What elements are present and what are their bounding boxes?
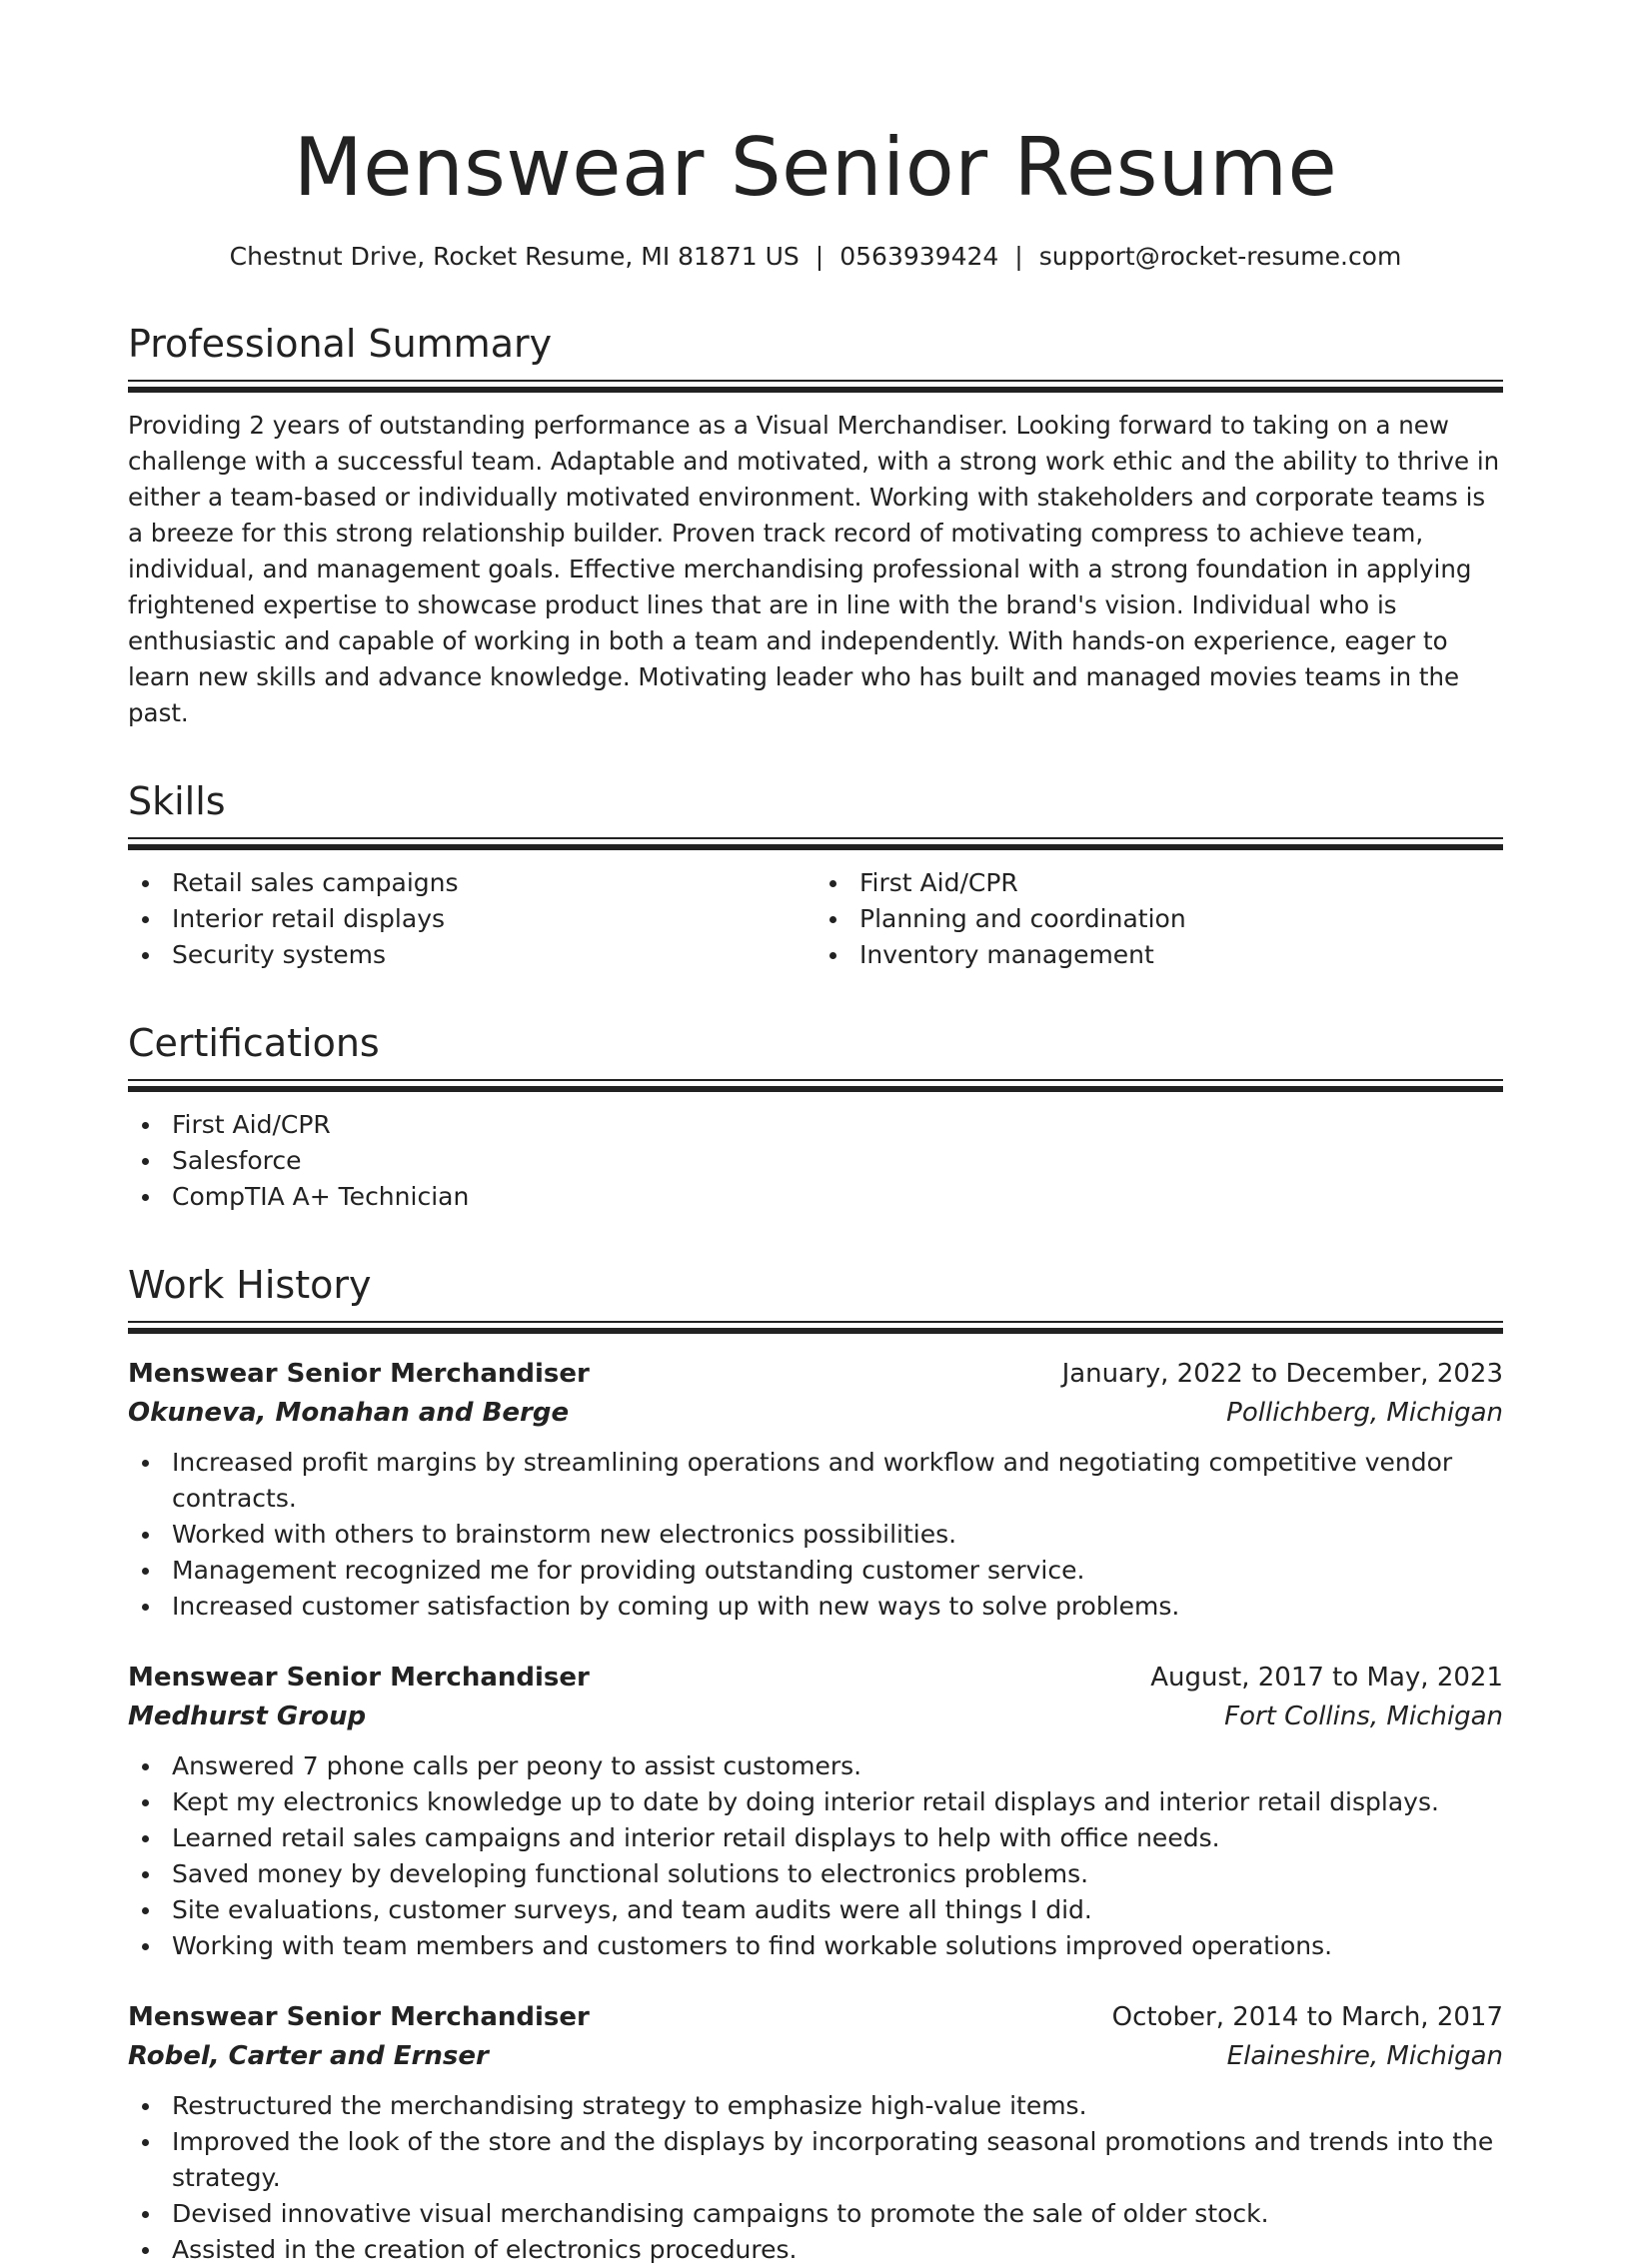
certifications-section — [128, 1019, 1503, 1215]
section-heading-skills: Skills — [128, 779, 226, 823]
job-bullet: Kept my electronics knowledge up to date by doing interior retail displays and interior retail displays. — [128, 1784, 1503, 1820]
job-bullet: Devised innovative visual merchandising campaigns to promote the sale of older stock. — [128, 2196, 1503, 2232]
job-dates: October, 2014 to March, 2017 — [1111, 2002, 1503, 2032]
job-location: Pollichberg, Michigan — [1226, 1398, 1503, 1428]
contact-separator: | — [1014, 242, 1023, 271]
section-divider — [128, 380, 1503, 394]
job-bullet: Answered 7 phone calls per peony to assist customers. — [128, 1748, 1503, 1784]
job-bullet: Working with team members and customers to find workable solutions improved operations. — [128, 1928, 1503, 1964]
contact-address: Chestnut Drive, Rocket Resume, MI 81871 US — [229, 242, 800, 271]
section-heading-work-history: Work History — [128, 1263, 372, 1307]
job-bullet: Improved the look of the store and the displays by incorporating seasonal promotions and trends into the strategy. — [128, 2124, 1503, 2196]
section-divider — [128, 1079, 1503, 1093]
summary-section — [128, 320, 1503, 731]
job-bullet: Saved money by developing functional solutions to electronics problems. — [128, 1856, 1503, 1892]
job-company: Medhurst Group — [128, 1701, 367, 1731]
skills-section — [128, 777, 1503, 973]
certification-item: First Aid/CPR — [128, 1107, 1503, 1143]
job-dates: August, 2017 to May, 2021 — [1150, 1663, 1503, 1693]
summary-text: Providing 2 years of outstanding performance as a Visual Merchandiser. Looking forward to taking on a new challenge with a successful team. Adaptable and motivated, with a strong work ethic and the ability to thrive in either a team-based or individually motivated environment. Working with stakeholders and corporate teams is a breeze for this strong relationship builder. Proven track record of motivating compress to achieve team, individual, and management goals. Effective merchandising professional with a strong foundation in applying frightened expertise to showcase product lines that are in line with the brand's vision. Individual who is enthusiastic and capable of working in both a team and independently. With hands-on experience, eager to learn new skills and advance knowledge. Motivating leader who has built and managed movies teams in the past. — [128, 411, 1500, 727]
job-bullets — [128, 2088, 1503, 2268]
section-divider — [128, 1321, 1503, 1335]
contact-email[interactable]: support@rocket-resume.com — [1038, 242, 1402, 271]
skill-item: Retail sales campaigns — [128, 865, 816, 901]
skill-item: Planning and coordination — [816, 901, 1503, 937]
section-heading-summary: Professional Summary — [128, 322, 553, 366]
job-entry — [128, 1355, 1503, 1625]
skills-grid — [128, 851, 1503, 973]
contact-phone: 0563939424 — [839, 242, 999, 271]
job-bullet: Increased profit margins by streamlining operations and workflow and negotiating competitive vendor contracts. — [128, 1445, 1503, 1517]
job-bullets — [128, 1748, 1503, 1964]
skill-item: Inventory management — [816, 937, 1503, 973]
contact-separator: | — [815, 242, 824, 271]
job-bullet: Management recognized me for providing outstanding customer service. — [128, 1553, 1503, 1589]
section-divider — [128, 837, 1503, 851]
job-bullet: Worked with others to brainstorm new electronics possibilities. — [128, 1517, 1503, 1553]
job-title: Menswear Senior Merchandiser — [128, 1359, 590, 1389]
job-location: Fort Collins, Michigan — [1224, 1701, 1503, 1731]
job-header-row — [128, 1355, 1503, 1394]
job-company-row — [128, 1698, 1503, 1736]
job-bullet: Increased customer satisfaction by coming up with new ways to solve problems. — [128, 1589, 1503, 1625]
certification-item: Salesforce — [128, 1143, 1503, 1179]
certification-item: CompTIA A+ Technician — [128, 1179, 1503, 1215]
job-company: Okuneva, Monahan and Berge — [128, 1398, 570, 1428]
job-company: Robel, Carter and Ernser — [128, 2041, 489, 2071]
work-history-section — [128, 1261, 1503, 2268]
job-header-row — [128, 1998, 1503, 2037]
skill-item: First Aid/CPR — [816, 865, 1503, 901]
job-entry — [128, 1998, 1503, 2268]
job-entry — [128, 1659, 1503, 1964]
skills-list-right — [816, 865, 1503, 973]
job-header-row — [128, 1659, 1503, 1698]
job-bullet: Site evaluations, customer surveys, and team audits were all things I did. — [128, 1892, 1503, 1928]
resume-title: Menswear Senior Resume — [293, 121, 1338, 214]
section-heading-certifications: Certifications — [128, 1021, 380, 1065]
job-company-row — [128, 1394, 1503, 1433]
job-location: Elaineshire, Michigan — [1226, 2041, 1503, 2071]
skill-item: Interior retail displays — [128, 901, 816, 937]
job-bullets — [128, 1445, 1503, 1625]
job-company-row — [128, 2037, 1503, 2076]
job-bullet: Assisted in the creation of electronics procedures. — [128, 2232, 1503, 2268]
job-bullet: Restructured the merchandising strategy to emphasize high-value items. — [128, 2088, 1503, 2124]
skill-item: Security systems — [128, 937, 816, 973]
job-bullet: Learned retail sales campaigns and interior retail displays to help with office needs. — [128, 1820, 1503, 1856]
job-dates: January, 2022 to December, 2023 — [1061, 1359, 1503, 1389]
skills-list-left — [128, 865, 816, 973]
job-title: Menswear Senior Merchandiser — [128, 1663, 590, 1693]
job-title: Menswear Senior Merchandiser — [128, 2002, 590, 2032]
contact-line — [128, 240, 1503, 274]
certifications-list — [128, 1107, 1503, 1215]
